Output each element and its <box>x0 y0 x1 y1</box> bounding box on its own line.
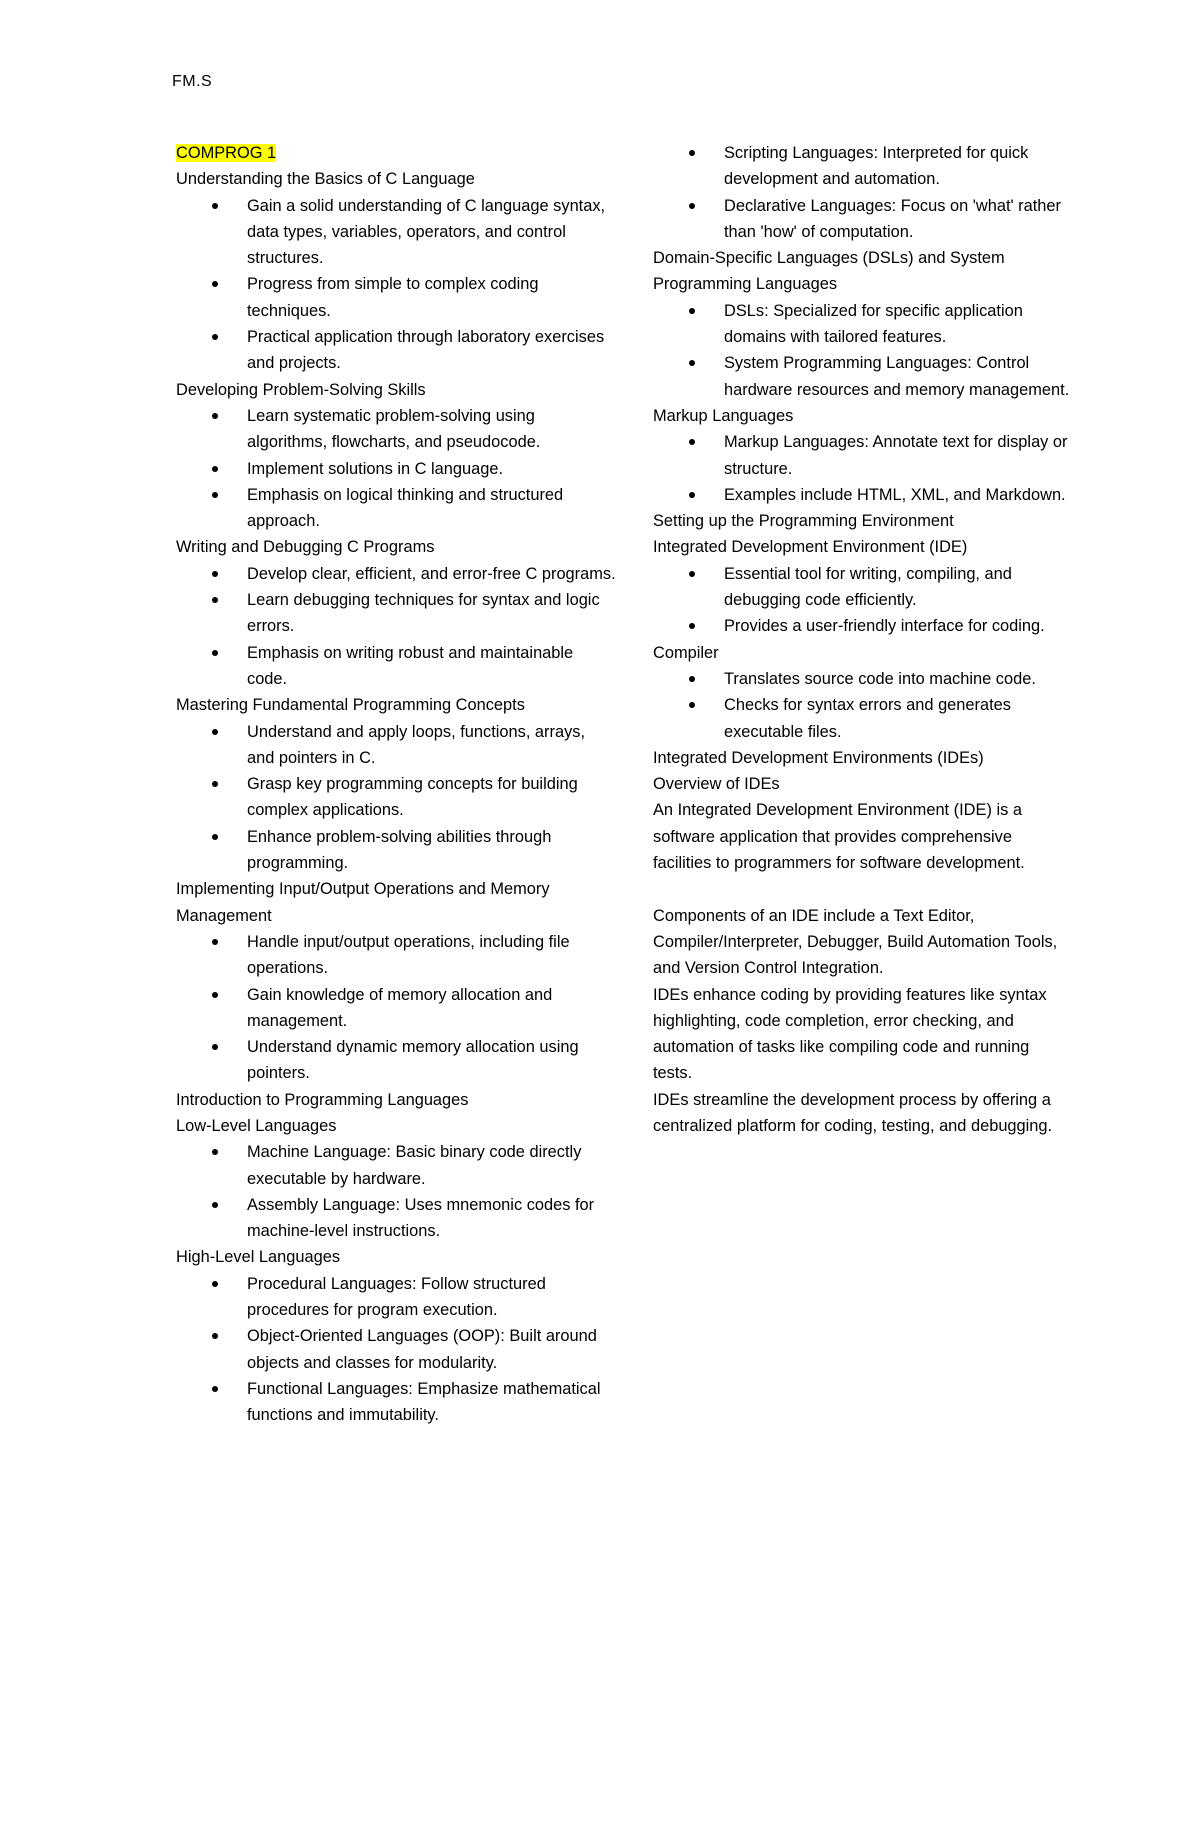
bullet-item: Procedural Languages: Follow structured procedures for program execution. <box>176 1271 616 1324</box>
section-heading: Integrated Development Environments (IDEs) <box>653 748 984 767</box>
paragraph: IDEs enhance coding by providing features like syntax highlighting, code completion, error checking, and automation of tasks like compiling code and running tests. <box>653 985 1047 1083</box>
bullet-item: Object-Oriented Languages (OOP): Built around objects and classes for modularity. <box>176 1323 616 1376</box>
section-heading: Understanding the Basics of C Language <box>176 170 475 189</box>
bullet-item: Gain knowledge of memory allocation and management. <box>176 982 616 1035</box>
bullet-item: Machine Language: Basic binary code directly executable by hardware. <box>176 1139 616 1192</box>
section-heading: High-Level Languages <box>176 1248 341 1267</box>
bullet-list <box>176 1139 616 1244</box>
right-sections <box>653 140 1073 797</box>
bullet-list <box>176 193 616 377</box>
bullet-item: Emphasis on logical thinking and structured approach. <box>176 482 616 535</box>
paragraph: IDEs streamline the development process by offering a centralized platform for coding, testing, and debugging. <box>653 1090 1053 1135</box>
bullet-list <box>653 140 1073 245</box>
document-title-line <box>176 140 616 166</box>
section-heading: Domain-Specific Languages (DSLs) and System Programming Languages <box>653 249 1005 294</box>
bullet-item: Understand and apply loops, functions, arrays, and pointers in C. <box>176 719 616 772</box>
bullet-list <box>653 561 1073 640</box>
bullet-item: Markup Languages: Annotate text for display or structure. <box>653 429 1073 482</box>
bullet-item: Checks for syntax errors and generates executable files. <box>653 692 1073 745</box>
bullet-item: Translates source code into machine code. <box>653 666 1073 692</box>
section-heading: Mastering Fundamental Programming Concepts <box>176 696 525 715</box>
right-column <box>653 140 1073 1139</box>
left-sections <box>176 166 616 1428</box>
section-heading: Markup Languages <box>653 406 794 425</box>
bullet-item: Examples include HTML, XML, and Markdown. <box>653 482 1073 508</box>
bullet-list <box>176 929 616 1087</box>
bullet-item: Grasp key programming concepts for building complex applications. <box>176 771 616 824</box>
bullet-list <box>653 429 1073 508</box>
paragraph: Components of an IDE include a Text Editor, Compiler/Interpreter, Debugger, Build Automation Tools, and Version Control Integration. <box>653 906 1058 978</box>
bullet-item: Handle input/output operations, including file operations. <box>176 929 616 982</box>
section-heading: Introduction to Programming Languages <box>176 1090 469 1109</box>
section-heading: Developing Problem-Solving Skills <box>176 380 426 399</box>
left-column <box>176 140 616 1429</box>
bullet-item: Enhance problem-solving abilities through programming. <box>176 824 616 877</box>
bullet-item: Learn systematic problem-solving using algorithms, flowcharts, and pseudocode. <box>176 403 616 456</box>
bullet-list <box>176 719 616 877</box>
bullet-item: Assembly Language: Uses mnemonic codes for machine-level instructions. <box>176 1192 616 1245</box>
bullet-item: Gain a solid understanding of C language syntax, data types, variables, operators, and control structures. <box>176 193 616 272</box>
bullet-list <box>653 298 1073 403</box>
section-heading: Implementing Input/Output Operations and Memory Management <box>176 880 550 925</box>
bullet-item: Declarative Languages: Focus on 'what' rather than 'how' of computation. <box>653 193 1073 246</box>
bullet-list <box>176 403 616 534</box>
document-title: COMPROG 1 <box>176 144 277 162</box>
section-heading: Compiler <box>653 643 719 662</box>
section-heading: Integrated Development Environment (IDE) <box>653 538 968 557</box>
section-heading: Overview of IDEs <box>653 775 780 794</box>
ide-paragraphs <box>653 797 1073 1139</box>
bullet-item: Provides a user-friendly interface for coding. <box>653 613 1073 639</box>
paragraph-spacer <box>653 876 1073 902</box>
bullet-item: Scripting Languages: Interpreted for quick development and automation. <box>653 140 1073 193</box>
bullet-item: Implement solutions in C language. <box>176 456 616 482</box>
page-header-initials: FM.S <box>172 73 213 90</box>
bullet-item: Progress from simple to complex coding techniques. <box>176 271 616 324</box>
bullet-item: Essential tool for writing, compiling, and debugging code efficiently. <box>653 561 1073 614</box>
bullet-list <box>176 561 616 692</box>
paragraph: An Integrated Development Environment (IDE) is a software application that provides comprehensive facilities to programmers for software development. <box>653 801 1025 873</box>
bullet-item: DSLs: Specialized for specific application domains with tailored features. <box>653 298 1073 351</box>
section-heading: Writing and Debugging C Programs <box>176 538 435 557</box>
bullet-item: Understand dynamic memory allocation using pointers. <box>176 1034 616 1087</box>
section-heading: Low-Level Languages <box>176 1116 337 1135</box>
bullet-item: Learn debugging techniques for syntax and logic errors. <box>176 587 616 640</box>
bullet-item: System Programming Languages: Control hardware resources and memory management. <box>653 350 1073 403</box>
bullet-item: Develop clear, efficient, and error-free C programs. <box>176 561 616 587</box>
bullet-item: Practical application through laboratory exercises and projects. <box>176 324 616 377</box>
bullet-list <box>176 1271 616 1429</box>
bullet-list <box>653 666 1073 745</box>
bullet-item: Emphasis on writing robust and maintainable code. <box>176 640 616 693</box>
section-heading: Setting up the Programming Environment <box>653 512 954 531</box>
bullet-item: Functional Languages: Emphasize mathematical functions and immutability. <box>176 1376 616 1429</box>
